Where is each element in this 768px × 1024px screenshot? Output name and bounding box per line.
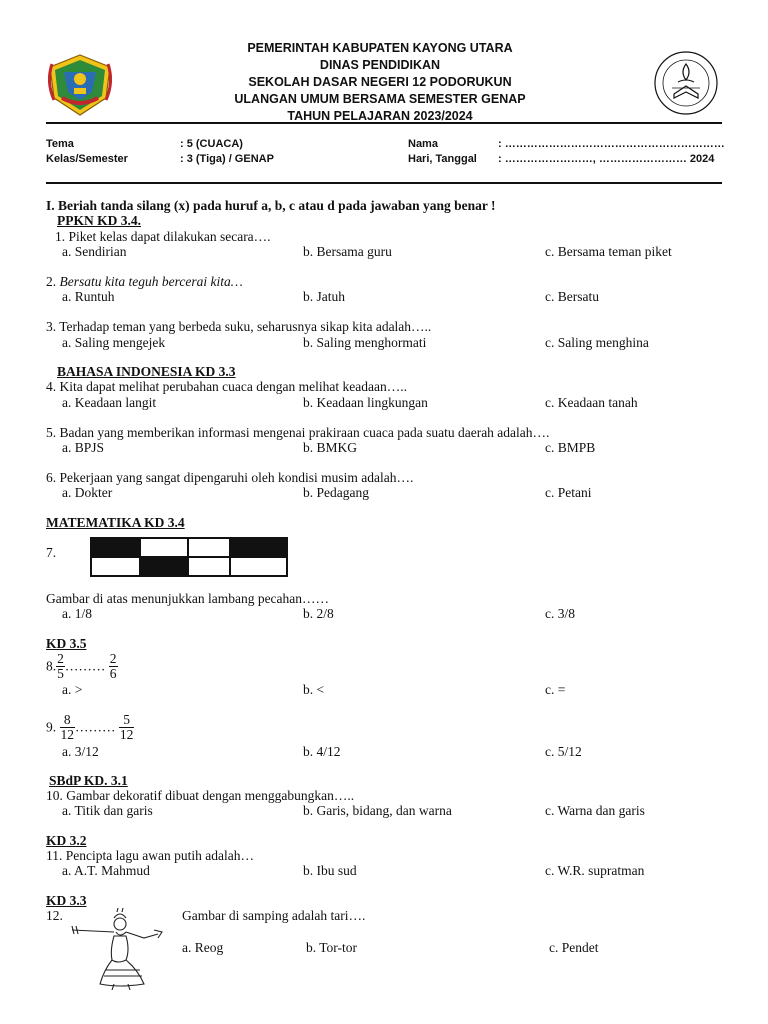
header-line-1: PEMERINTAH KABUPATEN KAYONG UTARA bbox=[247, 41, 513, 55]
q9-option-a[interactable]: a. 3/12 bbox=[62, 744, 99, 759]
grid-cell bbox=[188, 538, 230, 557]
grid-cell bbox=[188, 557, 230, 576]
question-12: Gambar di samping adalah tari…. bbox=[182, 908, 366, 923]
header-divider bbox=[46, 122, 722, 124]
tema-value: : 5 (CUACA) bbox=[180, 138, 243, 150]
nama-label: Nama bbox=[408, 138, 438, 150]
q10-option-b[interactable]: b. Garis, bidang, dan warna bbox=[303, 803, 452, 818]
kelas-value: : 3 (Tiga) / GENAP bbox=[180, 153, 274, 165]
question-3: 3. Terhadap teman yang berbeda suku, seharusnya sikap kita adalah….. bbox=[46, 319, 432, 334]
q8-left-numerator: 2 bbox=[57, 651, 64, 666]
q8-option-b[interactable]: b. < bbox=[303, 682, 325, 697]
q4-option-c[interactable]: c. Keadaan tanah bbox=[545, 395, 638, 410]
q2-option-c[interactable]: c. Bersatu bbox=[545, 289, 599, 304]
info-divider bbox=[46, 182, 722, 184]
hari-tanggal-field[interactable]: : ……………………, …………………… 2024 bbox=[498, 153, 715, 165]
q9-option-c[interactable]: c. 5/12 bbox=[545, 744, 582, 759]
q11-option-c[interactable]: c. W.R. supratman bbox=[545, 863, 645, 878]
q9-left-denominator: 12 bbox=[60, 727, 74, 742]
tema-label: Tema bbox=[46, 138, 74, 150]
school-header bbox=[150, 40, 610, 125]
q8-option-c[interactable]: c. = bbox=[545, 682, 566, 697]
q9-left-numerator: 8 bbox=[60, 713, 76, 728]
section-ppkn: PPKN KD 3.4. bbox=[57, 213, 141, 228]
q9-blank[interactable]: ……… bbox=[75, 719, 116, 735]
header-line-5: TAHUN PELAJARAN 2023/2024 bbox=[287, 109, 473, 123]
question-9 bbox=[46, 713, 134, 742]
tut-wuri-handayani-logo bbox=[652, 50, 720, 116]
q9-right-numerator: 5 bbox=[119, 713, 135, 728]
hari-tanggal-label: Hari, Tanggal bbox=[408, 153, 477, 165]
q8-left-denominator: 5 bbox=[57, 666, 64, 681]
section-kd-3-5: KD 3.5 bbox=[46, 636, 87, 651]
q9-option-b[interactable]: b. 4/12 bbox=[303, 744, 341, 759]
q8-blank[interactable]: ……… bbox=[64, 658, 106, 674]
q12-option-b[interactable]: b. Tor-tor bbox=[306, 940, 358, 955]
section-matematika: MATEMATIKA KD 3.4 bbox=[46, 515, 185, 530]
q8-fraction-left bbox=[56, 652, 65, 681]
q2-number: 2. bbox=[46, 274, 60, 289]
q12-option-a[interactable]: a. Reog bbox=[182, 940, 224, 955]
q6-option-c[interactable]: c. Petani bbox=[545, 485, 592, 500]
q5-option-b[interactable]: b. BMKG bbox=[303, 440, 358, 455]
q2-text: Bersatu kita teguh bercerai kita… bbox=[59, 274, 243, 289]
q11-option-b[interactable]: b. Ibu sud bbox=[303, 863, 357, 878]
section-kd-3-3: KD 3.3 bbox=[46, 893, 87, 908]
q5-option-a[interactable]: a. BPJS bbox=[62, 440, 105, 455]
q1-option-b[interactable]: b. Bersama guru bbox=[303, 244, 392, 259]
section-bahasa-indonesia: BAHASA INDONESIA KD 3.3 bbox=[57, 364, 236, 379]
section-kd-3-2: KD 3.2 bbox=[46, 833, 87, 848]
q4-option-a[interactable]: a. Keadaan langit bbox=[62, 395, 157, 410]
regency-emblem-icon bbox=[44, 52, 116, 118]
q1-option-a[interactable]: a. Sendirian bbox=[62, 244, 127, 259]
q8-fraction-right bbox=[109, 652, 118, 681]
header-line-3: SEKOLAH DASAR NEGERI 12 PODORUKUN bbox=[248, 75, 512, 89]
question-11: 11. Pencipta lagu awan putih adalah… bbox=[46, 848, 254, 863]
q7-option-b[interactable]: b. 2/8 bbox=[303, 606, 334, 621]
question-4: 4. Kita dapat melihat perubahan cuaca dengan melihat keadaan….. bbox=[46, 379, 407, 394]
q2-option-a[interactable]: a. Runtuh bbox=[62, 289, 115, 304]
q2-option-b[interactable]: b. Jatuh bbox=[303, 289, 345, 304]
kelas-label: Kelas/Semester bbox=[46, 153, 128, 165]
q8-right-denominator: 6 bbox=[109, 666, 117, 681]
q8-number: 8. bbox=[46, 658, 57, 674]
question-6: 6. Pekerjaan yang sangat dipengaruhi oleh kondisi musim adalah…. bbox=[46, 470, 414, 485]
instruction-text: I. Beriah tanda silang (x) pada huruf a, b, c atau d pada jawaban yang benar ! bbox=[46, 198, 496, 213]
grid-cell-shaded bbox=[230, 538, 287, 557]
q8-option-a[interactable]: a. > bbox=[62, 682, 83, 697]
q6-option-a[interactable]: a. Dokter bbox=[62, 485, 113, 500]
q12-number: 12. bbox=[46, 908, 63, 923]
q3-option-a[interactable]: a. Saling mengejek bbox=[62, 335, 166, 350]
q9-number: 9. bbox=[46, 719, 57, 735]
q10-option-a[interactable]: a. Titik dan garis bbox=[62, 803, 153, 818]
grid-cell-shaded bbox=[140, 557, 188, 576]
question-7: Gambar di atas menunjukkan lambang pecahan…… bbox=[46, 591, 330, 606]
question-5: 5. Badan yang memberikan informasi mengenai prakiraan cuaca pada suatu daerah adalah…. bbox=[46, 425, 550, 440]
question-2 bbox=[46, 274, 243, 290]
q7-option-a[interactable]: a. 1/8 bbox=[62, 606, 92, 621]
q8-right-numerator: 2 bbox=[109, 651, 117, 666]
header-line-2: DINAS PENDIDIKAN bbox=[319, 58, 441, 72]
question-10: 10. Gambar dekoratif dibuat dengan menggabungkan….. bbox=[46, 788, 355, 803]
q10-option-c[interactable]: c. Warna dan garis bbox=[545, 803, 645, 818]
grid-cell-shaded bbox=[91, 538, 140, 557]
q4-option-b[interactable]: b. Keadaan lingkungan bbox=[303, 395, 428, 410]
question-8 bbox=[46, 652, 118, 681]
q5-option-c[interactable]: c. BMPB bbox=[545, 440, 596, 455]
nama-field[interactable]: : …………………………………………………… bbox=[498, 138, 725, 150]
q9-fraction-left bbox=[60, 713, 76, 742]
q11-option-a[interactable]: a. A.T. Mahmud bbox=[62, 863, 150, 878]
q9-right-denominator: 12 bbox=[119, 727, 134, 742]
q3-option-b[interactable]: b. Saling menghormati bbox=[303, 335, 427, 350]
fraction-grid bbox=[90, 537, 288, 577]
section-sbdp: SBdP KD. 3.1 bbox=[49, 773, 128, 788]
header-line-4: ULANGAN UMUM BERSAMA SEMESTER GENAP bbox=[234, 92, 526, 106]
q1-option-c[interactable]: c. Bersama teman piket bbox=[545, 244, 672, 259]
q7-number: 7. bbox=[46, 545, 57, 560]
q7-option-c[interactable]: c. 3/8 bbox=[545, 606, 575, 621]
dancer-illustration bbox=[70, 908, 168, 990]
grid-cell bbox=[140, 538, 188, 557]
question-1: 1. Piket kelas dapat dilakukan secara…. bbox=[55, 229, 271, 244]
q12-option-c[interactable]: c. Pendet bbox=[549, 940, 599, 955]
q3-option-c[interactable]: c. Saling menghina bbox=[545, 335, 649, 350]
grid-cell bbox=[230, 557, 287, 576]
q6-option-b[interactable]: b. Pedagang bbox=[303, 485, 369, 500]
q9-fraction-right bbox=[119, 713, 135, 742]
grid-cell bbox=[91, 557, 140, 576]
